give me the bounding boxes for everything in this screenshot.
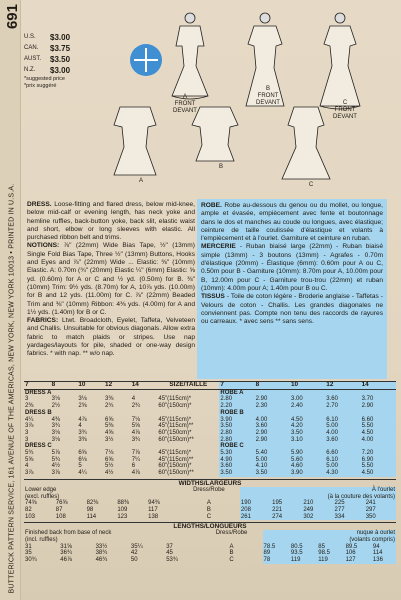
table-cell: AUST. bbox=[24, 56, 42, 62]
table-cell: 7¼ bbox=[131, 456, 141, 463]
table-cell: 30¾ bbox=[25, 557, 37, 564]
lengths-note-row bbox=[24, 537, 396, 544]
table-cell: 7.20 bbox=[361, 450, 396, 457]
table-cell: 6.90 bbox=[361, 457, 396, 464]
table-cell: C bbox=[229, 557, 234, 564]
table-cell: 297 bbox=[365, 507, 396, 514]
table-cell: 3⅞ bbox=[51, 470, 61, 477]
table-cell: 2½ bbox=[51, 403, 61, 410]
table-cell: 3½ bbox=[105, 436, 114, 443]
table-cell: 225 bbox=[334, 500, 365, 507]
table-cell: 88⅜ bbox=[117, 500, 130, 507]
table-cell: 117 bbox=[148, 506, 158, 513]
price-row bbox=[24, 54, 70, 65]
table-cell: 4¼ bbox=[25, 416, 34, 423]
table-cell: 2¾ bbox=[131, 403, 141, 410]
table-cell: 3⅜ bbox=[105, 396, 114, 403]
table-cell: 3⅞ bbox=[25, 470, 34, 477]
table-cell: 114 bbox=[372, 550, 396, 557]
price-row bbox=[24, 32, 70, 43]
table-cell: 4⅞ bbox=[131, 429, 141, 436]
publisher-address: BUTTERICK PATTERN SERVICE, 161 AVENUE OF THE AMERICAS, NEW YORK, NEW YORK 10013 • PRINTED IN U.S.A. bbox=[8, 183, 16, 594]
table-cell: 2.90 bbox=[255, 430, 290, 437]
table-cell: 3.70 bbox=[361, 396, 396, 403]
table-cell: 45"(115cm)** bbox=[158, 456, 194, 463]
table-cell: 12 bbox=[104, 382, 131, 390]
table-cell: 2.80 bbox=[219, 430, 254, 437]
table-cell: 3.60 bbox=[325, 437, 360, 444]
table-cell: 80.5 bbox=[290, 544, 317, 551]
table-cell: 2.30 bbox=[255, 403, 290, 410]
table-cell: 8 bbox=[51, 382, 78, 390]
table-cell: 4.20 bbox=[290, 423, 325, 430]
table-cell: 190 bbox=[240, 500, 271, 507]
table-cell: 6⅝ bbox=[105, 456, 114, 463]
table-cell: 3⅛ bbox=[51, 436, 61, 443]
price-note-fr: *prix suggéré bbox=[24, 83, 57, 89]
section-row bbox=[24, 410, 396, 417]
table-cell: 45"(115cm)* bbox=[158, 396, 192, 403]
table-cell: C FRONT DEVANT bbox=[333, 100, 357, 120]
table-row bbox=[24, 507, 396, 514]
table-cell: 2.80 bbox=[219, 396, 254, 403]
table-cell: 93.5 bbox=[290, 550, 317, 557]
table-cell: 35 bbox=[25, 550, 32, 557]
table-cell: 136 bbox=[372, 557, 396, 564]
table-cell: 89 bbox=[263, 550, 290, 557]
yardage-table bbox=[24, 381, 396, 564]
table-cell: 78 bbox=[263, 557, 290, 564]
table-cell: 98 bbox=[86, 506, 94, 513]
robe-description: Robe au-dessous du genou ou du mollet, ou longue, ample et évasée, empiècement avec fente et boutonnage dans le dos et manches au coude ou longues, avec élastique; ceinture de taille coulissée d'élastique et volants à l'empiècement et à l'ourlet. Garniture et ceinture en ruban. bbox=[201, 202, 384, 243]
mercerie-heading: MERCERIE bbox=[201, 243, 236, 251]
lengths-heading: LENGTHS/LONGUEURS bbox=[24, 522, 396, 530]
table-cell: 6 bbox=[131, 463, 136, 470]
table-cell: 4½ bbox=[51, 463, 61, 470]
table-row bbox=[24, 403, 396, 410]
table-cell: (incl. ruffles) bbox=[25, 537, 58, 544]
table-cell: 12 bbox=[325, 382, 360, 390]
table-cell: 3⅛ bbox=[51, 396, 61, 403]
table-cell: $3.50 bbox=[50, 55, 71, 64]
table-cell: 87 bbox=[55, 506, 63, 513]
table-cell: Lower edge bbox=[25, 486, 57, 493]
envelope-spine bbox=[0, 0, 21, 600]
table-cell: 3.60 bbox=[325, 396, 360, 403]
tissus-heading: TISSUS bbox=[201, 293, 225, 301]
table-cell: 3 bbox=[25, 429, 29, 436]
table-cell: 10 bbox=[290, 382, 325, 390]
table-cell: 5.40 bbox=[255, 450, 290, 457]
table-cell: 5.50 bbox=[361, 423, 396, 430]
table-cell: Dress/Robe bbox=[215, 530, 248, 537]
table-cell: 3⅛ bbox=[51, 429, 61, 436]
table-cell: CAN. bbox=[24, 45, 39, 51]
table-cell: 14 bbox=[361, 382, 396, 390]
table-cell: 4½ bbox=[105, 470, 114, 477]
fabrics-heading: FABRICS: bbox=[27, 317, 59, 325]
table-cell: 4.90 bbox=[219, 457, 254, 464]
table-cell: 3⅞ bbox=[25, 423, 34, 430]
table-cell: 2⅝ bbox=[78, 403, 87, 410]
nap-legend: * with nap. ** w/o nap. bbox=[50, 350, 115, 358]
table-row bbox=[24, 396, 396, 403]
table-cell: 4 bbox=[78, 423, 82, 430]
table-cell: B bbox=[229, 550, 234, 557]
table-cell: 3.60 bbox=[255, 423, 290, 430]
table-cell: N.Z. bbox=[24, 67, 36, 73]
table-cell: 4.50 bbox=[361, 430, 396, 437]
table-cell: Finished back from base of neck bbox=[25, 530, 112, 537]
table-cell: 33½ bbox=[95, 543, 108, 550]
table-cell: 42 bbox=[130, 550, 138, 557]
table-cell: A bbox=[229, 543, 234, 550]
table-cell: 5.50 bbox=[361, 463, 396, 470]
table-cell: 2.90 bbox=[255, 396, 290, 403]
table-row bbox=[24, 430, 396, 437]
table-row bbox=[24, 457, 396, 464]
table-cell: 4.50 bbox=[290, 417, 325, 424]
table-cell: 2.70 bbox=[325, 403, 360, 410]
dress-heading: DRESS. bbox=[27, 201, 52, 208]
table-cell: nuque à ourlet bbox=[263, 530, 396, 537]
table-cell: 7⅛ bbox=[131, 416, 141, 423]
table-cell: 5.60 bbox=[290, 457, 325, 464]
back-view-illustrations bbox=[110, 95, 350, 195]
table-cell: 114 bbox=[86, 513, 97, 520]
table-cell: 85 bbox=[317, 544, 344, 551]
table-cell: A bbox=[206, 500, 211, 507]
table-cell: 5¾ bbox=[25, 450, 34, 457]
price-row bbox=[24, 65, 70, 76]
table-cell: 74⅝ bbox=[25, 500, 37, 507]
table-cell: 210 bbox=[302, 500, 333, 507]
table-row bbox=[24, 557, 396, 564]
notions-heading: NOTIONS: bbox=[27, 242, 60, 250]
table-cell: 3.50 bbox=[290, 430, 325, 437]
table-row bbox=[24, 450, 396, 457]
table-cell: 2.90 bbox=[361, 403, 396, 410]
table-cell: 7 bbox=[24, 382, 51, 390]
widths-note-row bbox=[24, 494, 396, 501]
table-cell: 94⅜ bbox=[148, 500, 160, 507]
table-cell: 89.5 bbox=[345, 544, 372, 551]
table-cell: 7⅞ bbox=[131, 450, 141, 457]
table-cell: 45"(115cm)* bbox=[158, 450, 192, 457]
table-cell: 94 bbox=[372, 544, 396, 551]
table-cell: 5⅝ bbox=[131, 423, 141, 430]
table-cell: ROBE C bbox=[219, 443, 396, 450]
lengths-label-row bbox=[24, 530, 396, 537]
back-label-b: B bbox=[218, 164, 223, 170]
table-cell: 3⅜ bbox=[78, 436, 87, 443]
table-row bbox=[24, 514, 396, 521]
table-cell: 4.50 bbox=[361, 470, 396, 477]
table-cell: 106 bbox=[345, 550, 372, 557]
table-cell: 195 bbox=[271, 500, 302, 507]
table-cell: 4⅜ bbox=[51, 416, 61, 423]
crosshair-symbol-icon bbox=[130, 44, 162, 76]
robe-heading: ROBE. bbox=[201, 202, 222, 209]
table-cell: DRESS A bbox=[25, 389, 52, 396]
table-cell: 10 bbox=[77, 382, 104, 390]
size-header-row bbox=[24, 382, 396, 390]
table-cell: C bbox=[206, 513, 212, 520]
table-cell: 4⅞ bbox=[78, 416, 87, 423]
table-cell: 3¾ bbox=[78, 429, 87, 436]
description-french bbox=[197, 199, 387, 379]
table-cell: 82 bbox=[25, 506, 32, 513]
back-label-c: C bbox=[308, 182, 314, 188]
table-cell: 78.5 bbox=[263, 544, 290, 551]
table-cell: 103 bbox=[25, 513, 36, 520]
table-cell: 3¾ bbox=[131, 436, 141, 443]
table-cell: 4¼ bbox=[78, 470, 87, 477]
widths-label-row bbox=[24, 487, 396, 494]
table-cell: 46¾ bbox=[95, 557, 108, 564]
widths-heading: WIDTHS/LARGEURS bbox=[24, 479, 396, 487]
table-cell: 82⅜ bbox=[86, 500, 99, 507]
table-cell: 4.00 bbox=[361, 437, 396, 444]
table-cell: 6.60 bbox=[361, 417, 396, 424]
table-cell: (à la couture des volants) bbox=[240, 494, 396, 501]
table-cell: 5½ bbox=[105, 463, 114, 470]
table-cell: 4⅞ bbox=[131, 470, 141, 477]
table-cell: Dress/Robe bbox=[193, 486, 225, 493]
table-cell: U.S. bbox=[24, 34, 36, 40]
table-cell: À l'ourlet bbox=[240, 487, 396, 494]
table-cell: 60"(150cm)** bbox=[158, 470, 194, 477]
table-cell: ROBE B bbox=[219, 410, 396, 417]
table-cell: 38¾ bbox=[95, 550, 108, 557]
table-cell: 108 bbox=[55, 513, 66, 520]
table-cell: 14 bbox=[131, 382, 158, 390]
table-cell: 60"(150cm)* bbox=[158, 429, 192, 436]
table-cell: 76⅝ bbox=[55, 500, 68, 507]
table-cell: 221 bbox=[271, 507, 302, 514]
table-cell: 3.00 bbox=[290, 396, 325, 403]
table-cell: 302 bbox=[302, 514, 333, 521]
table-cell: 98.5 bbox=[317, 550, 344, 557]
table-cell: 7⅛ bbox=[105, 450, 114, 457]
table-cell: 4.10 bbox=[255, 463, 290, 470]
table-cell: 31⅝ bbox=[60, 543, 72, 550]
table-cell: 6⅛ bbox=[78, 456, 87, 463]
table-cell: $3.75 bbox=[50, 44, 71, 53]
table-row bbox=[24, 544, 396, 551]
table-cell: ROBE A bbox=[219, 389, 396, 396]
table-cell: 241 bbox=[365, 500, 396, 507]
table-cell: 37 bbox=[166, 543, 173, 550]
pattern-number: 691 bbox=[4, 4, 21, 30]
table-cell: 7 bbox=[219, 382, 254, 390]
price-row bbox=[24, 43, 70, 54]
table-cell: 4⅝ bbox=[105, 429, 114, 436]
table-cell: 6.10 bbox=[325, 457, 360, 464]
table-cell: 5 bbox=[78, 463, 82, 470]
table-cell: 6⅝ bbox=[78, 450, 87, 457]
table-cell: 208 bbox=[240, 507, 271, 514]
table-row bbox=[24, 550, 396, 557]
price-list bbox=[24, 32, 70, 90]
table-cell: 45"(115cm)** bbox=[158, 423, 194, 430]
table-cell: 3 bbox=[25, 436, 29, 443]
table-row bbox=[24, 437, 396, 444]
table-cell: 5.00 bbox=[325, 463, 360, 470]
table-cell: 60"(150cm)* bbox=[158, 403, 192, 410]
table-cell: 53¾ bbox=[166, 557, 178, 564]
table-cell: 261 bbox=[240, 514, 271, 521]
table-cell: B bbox=[206, 506, 211, 513]
table-cell: 4 bbox=[25, 463, 29, 470]
fabrics-text: Ltwt. Broadcloth, Eyelet, Taffeta, Velveteen and Challis. Unsuitable for obvious diagonals. Allow extra fabric to match plaids or stripes. Use nap yardages/layouts for pile, shaded or one-way design fabrics. bbox=[27, 317, 195, 358]
table-cell: 36¾ bbox=[60, 550, 72, 557]
table-cell: 3.50 bbox=[255, 470, 290, 477]
table-cell: 4.00 bbox=[255, 417, 290, 424]
back-label-a: A bbox=[138, 178, 143, 184]
table-cell: 277 bbox=[334, 507, 365, 514]
table-cell: 2⅜ bbox=[25, 403, 34, 410]
table-row bbox=[24, 463, 396, 470]
table-cell: 60"(150cm)* bbox=[158, 463, 192, 470]
table-cell: 3.90 bbox=[290, 470, 325, 477]
table-cell: 5.00 bbox=[325, 423, 360, 430]
table-cell: 3.50 bbox=[219, 423, 254, 430]
price-note: *suggested price bbox=[24, 76, 65, 82]
table-row bbox=[24, 470, 396, 477]
section-row bbox=[24, 389, 396, 396]
dress-description: Loose-fitting and flared dress, below mid-knee, below mid-calf or evening length, has neck yoke and hemline ruffles, back-button yoke, back slit, elastic waist and short, elbow or long sleeves with elastic. All purchased ribbon belt and trims. bbox=[27, 201, 195, 242]
table-cell: 31 bbox=[25, 543, 32, 550]
table-cell: 2.80 bbox=[219, 437, 254, 444]
table-cell: 5¾ bbox=[51, 456, 61, 463]
table-cell: 4.60 bbox=[290, 463, 325, 470]
table-cell: 3.90 bbox=[219, 417, 254, 424]
table-cell: 2.90 bbox=[255, 437, 290, 444]
table-cell: (volants compris) bbox=[263, 537, 396, 544]
table-cell: 5.90 bbox=[290, 450, 325, 457]
table-cell: 50 bbox=[130, 557, 138, 564]
mercerie-text: - Ruban biaisé large (22mm) - Ruban biaisé simple (13mm) - 3 boutons (13mm) - Agrafes - 0.70m d'élastique (20mm) - Élastique (6mm): 0.60m pour A ou C, 0.50m pour B - Garniture (10mm): 8.70m pour A, 10.00m pour B, 12.00m pour C - Garniture trou-trou (22mm) et ruban (10mm): 4.00m pour A; 1.40m pour B ou C. bbox=[201, 243, 383, 292]
table-cell: 274 bbox=[271, 514, 302, 521]
table-cell: 3⅛ bbox=[78, 396, 87, 403]
size-label: SIZE/TAILLE bbox=[157, 382, 219, 390]
table-cell: 5.00 bbox=[255, 457, 290, 464]
table-cell: 127 bbox=[345, 557, 372, 564]
table-cell: DRESS C bbox=[25, 443, 52, 450]
table-cell: $3.00 bbox=[50, 66, 71, 75]
table-cell: 5.30 bbox=[219, 450, 254, 457]
table-cell: B FRONT DEVANT bbox=[256, 86, 280, 106]
table-cell: 4.30 bbox=[325, 470, 360, 477]
table-cell: 3¾ bbox=[51, 423, 61, 430]
table-cell: 45"(115cm)* bbox=[158, 416, 192, 423]
table-cell: (excl. ruffles) bbox=[25, 493, 60, 500]
table-cell: 35¼ bbox=[130, 543, 143, 550]
table-cell: 60"(150cm)** bbox=[158, 436, 194, 443]
table-cell: DRESS B bbox=[25, 409, 52, 416]
tissus-text: - Toile de coton légère - Broderie anglaise - Taffetas - Velours de coton - Challis. Les grandes diagonales ne conviennent pas. Compte non tenu des raccords de rayures ou carreaux. * avec sens ** sans sens. bbox=[201, 293, 383, 326]
section-row bbox=[24, 443, 396, 450]
table-cell: 119 bbox=[290, 557, 317, 564]
table-cell: 3 bbox=[25, 396, 29, 403]
table-cell: 119 bbox=[317, 557, 344, 564]
table-cell: 5⅝ bbox=[25, 456, 34, 463]
table-cell: 2.40 bbox=[290, 403, 325, 410]
table-cell: 4.00 bbox=[325, 430, 360, 437]
table-cell: 46⅞ bbox=[60, 557, 72, 564]
table-cell: 334 bbox=[334, 514, 365, 521]
table-cell: 3.10 bbox=[290, 437, 325, 444]
description-english bbox=[27, 201, 195, 359]
table-row bbox=[24, 500, 396, 507]
table-cell: 6⅝ bbox=[105, 416, 114, 423]
table-cell: 3.60 bbox=[219, 463, 254, 470]
table-cell: 2¾ bbox=[105, 403, 114, 410]
table-cell: 350 bbox=[365, 514, 396, 521]
table-cell: 109 bbox=[117, 506, 128, 513]
table-row bbox=[24, 417, 396, 424]
table-cell: 8 bbox=[255, 382, 290, 390]
table-cell: 6.60 bbox=[325, 450, 360, 457]
table-cell: 2.20 bbox=[219, 403, 254, 410]
table-cell: 5⅜ bbox=[105, 423, 114, 430]
table-cell: 45 bbox=[166, 550, 173, 557]
table-cell: 138 bbox=[148, 513, 159, 520]
table-cell: A FRONT DEVANT bbox=[173, 94, 197, 114]
table-cell: 4 bbox=[131, 396, 136, 403]
table-cell: $3.00 bbox=[50, 33, 71, 42]
table-cell: 3.50 bbox=[219, 470, 254, 477]
table-cell: 6.10 bbox=[325, 417, 360, 424]
table-cell: 123 bbox=[117, 513, 128, 520]
table-cell: 5⅞ bbox=[51, 450, 61, 457]
notions-text: ⅞" (22mm) Wide Bias Tape, ½" (13mm) Single Fold Bias Tape, Three ½" (13mm) Buttons, Hooks and Eyes and ⅞" (22mm) Wide ... Elastic: ⅜" (10mm) Elastic. A: 0.70m (¾" (20mm) Elastic ¼" (6mm) Elastic: ⅝ yd. (0.60m) for A or C and ½ yd. (0.50m) for B. ⅜" (10mm) Trim: 9½ yds. (8.70m) for A, 10⅞ yds. (10.00m) for B and 12 yds. (11.00m) for C. ⅞" (22mm) Beaded Trim and ⅜" (10mm) Ribbon: 4⅜ yds. (4.00m) for A and 1½ yds. (1.40m) for B or C. bbox=[27, 242, 195, 316]
table-row bbox=[24, 423, 396, 430]
table-cell: 249 bbox=[302, 507, 333, 514]
